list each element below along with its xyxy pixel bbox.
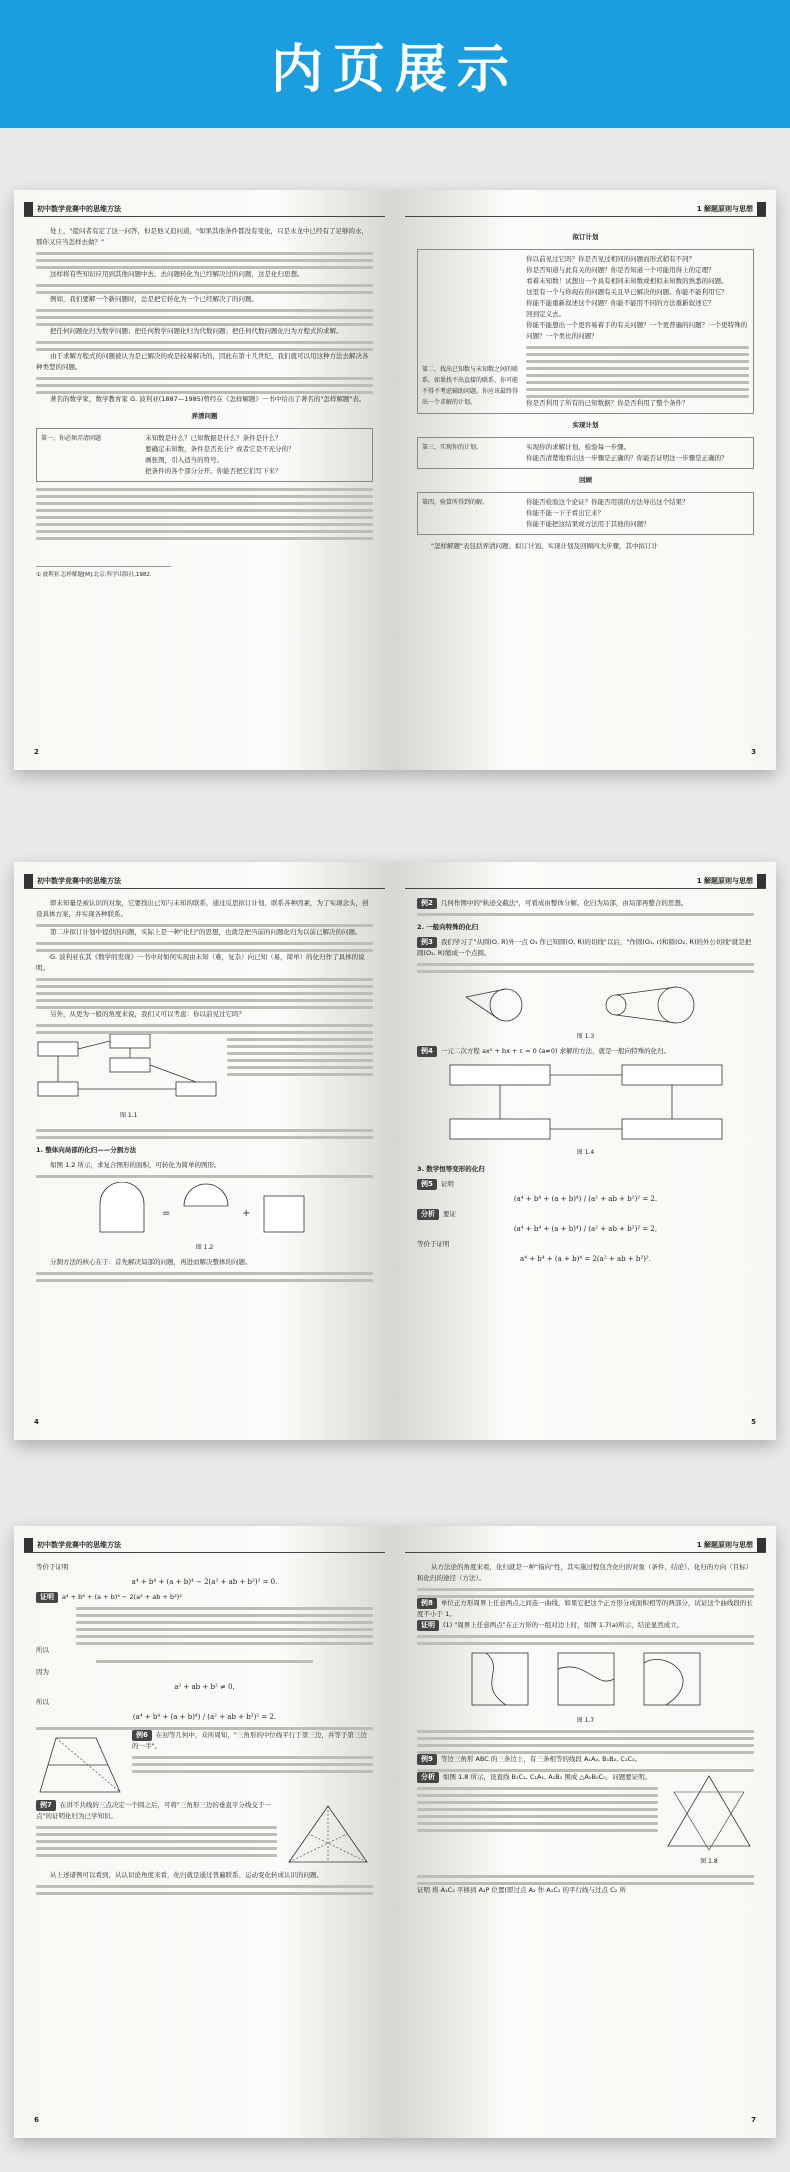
block-line: 这里有一个与你现在的问题有关且早已解决的问题。你能不能利用它？: [526, 288, 728, 296]
block-line: 你能不能想出一个更容易着手的有关问题？一个更普遍的问题？一个更特殊的问题？一个类比的问题？: [526, 321, 748, 340]
book-spread-1: [0, 176, 790, 784]
example-label: 例8: [417, 1598, 437, 1609]
example-label: 例6: [132, 1730, 152, 1741]
page-right: [395, 862, 776, 1440]
book-spread-3: [0, 1512, 790, 2152]
folio: 3: [751, 748, 756, 756]
prove-text: (1) "周界上任意两点"在正方形的一组对边上时，如图 1.7(a)所示，结论显然成立。: [443, 1621, 684, 1629]
figure-caption: 图 1.1: [119, 1112, 138, 1119]
paragraph: 从上述诸例可以看到，从认识论角度来看，化归就是通过普遍联系、运动变化转成认识的问题。: [50, 1871, 323, 1879]
example-text: 等边三角形 ABC 的三条边上，有三条相等的线段 A₁A₂, B₁B₂, C₁C₂。: [440, 1755, 642, 1763]
block-line: 你能不能把这结果或方法用于其他的问题？: [526, 520, 650, 528]
folio: 2: [34, 748, 39, 756]
paragraph: 著名的数学家、数学教育家 G. 波利亚(1887—1985)曾经在《怎样解题》一书中给出了著名的"怎样解题"表。: [50, 395, 366, 403]
star-triangle-figure: [664, 1772, 754, 1852]
formula: (a⁴ + b⁴ + (a + b)⁴) / (a² + ab + b²)² = 2.: [132, 1713, 277, 1721]
formula: a⁴ + b⁴ + (a + b)⁴ − 2(a² + ab + b²)² = 0.: [131, 1578, 278, 1586]
banner-title: 内页展示: [270, 39, 519, 100]
plan-line: 未知数是什么？已知数据是什么？条件是什么？: [145, 434, 282, 442]
paragraph: 把任何问题化归为数学问题；把任何数学问题化归为代数问题；把任何代数问题化归为方程式的求解。: [50, 327, 343, 335]
plan-title: 弄清问题: [191, 412, 218, 420]
trapezoid-figure: [36, 1730, 126, 1800]
example-label: 例9: [417, 1754, 437, 1765]
figure-caption: 图 1.8: [700, 1858, 718, 1865]
paragraph: G. 波利亚在其《数学的发现》一书中对如何实现由未知（难，复杂）向已知（易，简单）的化归作了具体的说明。: [36, 953, 365, 972]
tangent-figure: [456, 977, 716, 1027]
header-banner: [0, 0, 790, 128]
flow-diagram: [36, 1034, 226, 1106]
page-left: [14, 1526, 395, 2138]
prove-label: 证明: [36, 1592, 58, 1603]
example-text: 在讲不共线的三点决定一个圆之后，可将"三角形三边的垂直平分线交于一点"的证明化归为已学知识。: [36, 1801, 271, 1820]
paragraph: 即未知量是被认识的对象，它要找出已知与未知的联系，通过反思拟订计划，联系各种因素，为了实现念头，创设具体方案，并实现各种联系。: [36, 899, 369, 918]
example-text: 几何作图中的"轨迹交截法"，可看成由整体分解、化归为局部，由局部再整合的思想。: [440, 899, 688, 907]
example-text: 我们学习了"从圆(O, R)外一点 O₁ 作已知圆(O, R)的切线"以后，"作圆(O₁, r)和圆(O₂, R)的外公切线"就是把圆(O₂, R)缩成一个点圆。: [417, 938, 752, 957]
folio: 4: [34, 1418, 39, 1426]
example-label: 例5: [417, 1179, 437, 1190]
block-line: 实现你的求解计划，检验每一步骤。: [526, 443, 631, 451]
paragraph: 这样将有些知识应用到其他问题中去，去问题转化为已经解决过的问题，这是化归思想。: [50, 270, 304, 278]
page-left: [14, 862, 395, 1440]
book-spread-2: [0, 848, 790, 1454]
area-figure: [80, 1182, 330, 1238]
plan-box: [36, 428, 373, 482]
analysis-text: 如图 1.8 所示，设直线 B₁C₁, C₁A₁, A₁B₁ 围成 △A₀B₀C₀，问题要证明。: [443, 1773, 652, 1781]
folio: 7: [751, 2116, 756, 2124]
figure-caption: 图 1.7: [576, 1717, 595, 1724]
example-text: 单位正方形周界上任意两点之间连一曲线，如果它把这个正方形分成面积相等的两部分，试证这个曲线段的长度不小于 1。: [417, 1599, 753, 1618]
block-line: 你以前见过它吗？你是否见过相同的问题而形式稍有不同？: [526, 255, 696, 263]
running-head: 1 解题原则与思想: [405, 1538, 766, 1553]
text: 等价于证明: [417, 1240, 450, 1248]
page-right: [395, 190, 776, 770]
block-line: 你能否检验这个论证？你能否用别的方法导出这个结果？: [526, 498, 689, 506]
plan-box: [417, 437, 754, 469]
footnote: ① 波利亚.怎样解题[M].北京:科学出版社,1982.: [36, 572, 152, 578]
paragraph: "怎样解题"表包括弄清问题、拟订计划、实现计划及回顾四大步骤，其中拟订计: [431, 542, 658, 550]
block-line: 你能不能一下子看出它来？: [526, 509, 605, 517]
plan-line: 要确定未知数，条件是否充分？或者它是不充分的？: [145, 445, 295, 453]
plan-box: [417, 492, 754, 535]
running-head: 1 解题原则与思想: [405, 202, 766, 217]
figure-caption: 图 1.3: [576, 1033, 595, 1040]
paragraph: 处上，"提问者有定了这一问答，但是他又追问道，"如果其他条件都没有变化，只是水龙中已经有了足够的水，那你又应当怎样去做？": [36, 227, 368, 246]
example-text: 在初等几何中，众所周知，"三角形的中位线平行于第三边，并等于第三边的一半"。: [132, 1731, 367, 1750]
section-title: 3. 数学恒等变形的化归: [417, 1165, 485, 1173]
example-label: 例7: [36, 1800, 56, 1811]
paragraph: 分割方法的核心在于：首先解决局部的问题，再进而解决整体的问题。: [50, 1258, 252, 1266]
block-line: 你是否利用了所有的已知数据？你是否利用了整个条件？: [526, 399, 689, 407]
block-title: 拟订计划: [572, 233, 599, 241]
block-side: 第二，找出已知数与未知数之间的联系。如果找不出直接的联系，你可能不得不考虑辅助问题。你应该最终得出一个求解的计划。: [422, 366, 519, 406]
prove-label: 证明: [440, 1180, 454, 1188]
square-curves-figure: [466, 1649, 706, 1711]
figure-caption: 图 1.2: [195, 1244, 214, 1251]
block-line: 你能否清楚地看出这一步骤是正确的？你能否证明这一步骤是正确的？: [526, 454, 728, 462]
running-head: 初中数学竞赛中的思维方法: [24, 1538, 385, 1553]
figure-caption: 图 1.4: [576, 1149, 595, 1156]
section-title: 2. 一般向特殊的化归: [417, 923, 479, 931]
prove-label: 证明: [417, 1620, 439, 1631]
equation-flow-figure: [446, 1061, 726, 1143]
text: 因为: [36, 1668, 49, 1676]
formula: (a⁴ + b⁴ + (a + b)⁴) / (a² + ab + b²)² = 2.: [513, 1195, 658, 1203]
text: 所以: [36, 1698, 49, 1706]
plan-box: [417, 249, 754, 414]
plan-line: 把条件的各个部分分开。你能否把它们写下来？: [145, 467, 282, 475]
example-label: 例3: [417, 937, 437, 948]
section-title: 1. 整体向局部的化归——分割方法: [36, 1146, 137, 1154]
formula: a² + ab + b² ≠ 0,: [174, 1683, 235, 1691]
svg-text:+: +: [241, 1208, 250, 1219]
running-head: 1 解题原则与思想: [405, 874, 766, 889]
svg-text:=: =: [161, 1208, 170, 1219]
plan-line: 画张图，引入适当的符号。: [145, 456, 224, 464]
page-left: [14, 190, 395, 770]
page-right: [395, 1526, 776, 2138]
analysis-label: 分析: [417, 1772, 439, 1783]
paragraph: 证明 将 A₁C₂ 平移到 A₂P 位置(即过点 A₂ 作 A₁C₂ 的平行线与过点 C₂ 所: [417, 1886, 626, 1894]
block-line: 你能不能重新叙述这个问题？你能不能用不同的方法重新叙述它？: [526, 299, 715, 307]
analysis-text: 要证: [443, 1210, 456, 1218]
block-side: 第四，验算所得到的解。: [422, 499, 489, 506]
paragraph: 例如，我们要解一个新问题时，总是把它转化为一个已经解决了的问题。: [50, 295, 258, 303]
triangle-figure: [283, 1800, 373, 1870]
block-line: 看着未知数！试想出一个具有相同未知数或相似未知数的熟悉的问题。: [526, 277, 728, 285]
formula: a⁴ + b⁴ + (a + b)⁴ = 2(a² + ab + b²)².: [520, 1255, 651, 1263]
block-title: 实现计划: [572, 421, 599, 429]
paragraph: 第二步拟订计划中提供的问题，实际上是一种"化归"的思想，也就是把当前的问题化归为以前已解决的问题。: [50, 928, 362, 936]
block-side: 第三，实现你的计划。: [422, 444, 483, 451]
running-head: 初中数学竞赛中的思维方法: [24, 202, 385, 217]
folio: 6: [34, 2116, 39, 2124]
paragraph: 从方法论的角度来看，化归就是一种"指向"性，其实施过程包含化归的对象（条件，结论）、化归的方向（目标）和化归的途径（方法）。: [417, 1563, 753, 1582]
example-label: 例4: [417, 1046, 437, 1057]
block-line: 你是否知道与此有关的问题？你是否知道一个可能用得上的定理？: [526, 266, 715, 274]
block-title: 回顾: [579, 476, 592, 484]
paragraph: 如图 1.2 所示，求复合图形的面积，可转化为简单的图形。: [50, 1161, 221, 1169]
folio: 5: [751, 1418, 756, 1426]
text: 等价于证明: [36, 1563, 69, 1571]
plan-side: 第一，你必须弄清问题: [41, 435, 102, 442]
block-line: 回到定义去。: [526, 310, 566, 318]
example-label: 例2: [417, 898, 437, 909]
example-text: 一元二次方程 ax² + bx + c = 0 (a≠0) 求解的方法，就是一般向特殊的化归。: [440, 1047, 671, 1055]
formula: a⁴ + b⁴ + (a + b)⁴ − 2(a² + ab + b²)²: [62, 1593, 182, 1601]
paragraph: 由于求解方程式的问题被认为是已解决的或是较易解决的，因此在第十几世纪，我们就可以用这种方法去解决各种类型的问题。: [36, 352, 369, 371]
paragraph: 另外，从更为一般的角度来说，我们又可以考虑：你以前见过它吗？: [50, 1010, 245, 1018]
running-head: 初中数学竞赛中的思维方法: [24, 874, 385, 889]
analysis-label: 分析: [417, 1209, 439, 1220]
text: 所以: [36, 1646, 49, 1654]
formula: (a⁴ + b⁴ + (a + b)⁴) / (a² + ab + b²)² = 2,: [513, 1225, 658, 1233]
